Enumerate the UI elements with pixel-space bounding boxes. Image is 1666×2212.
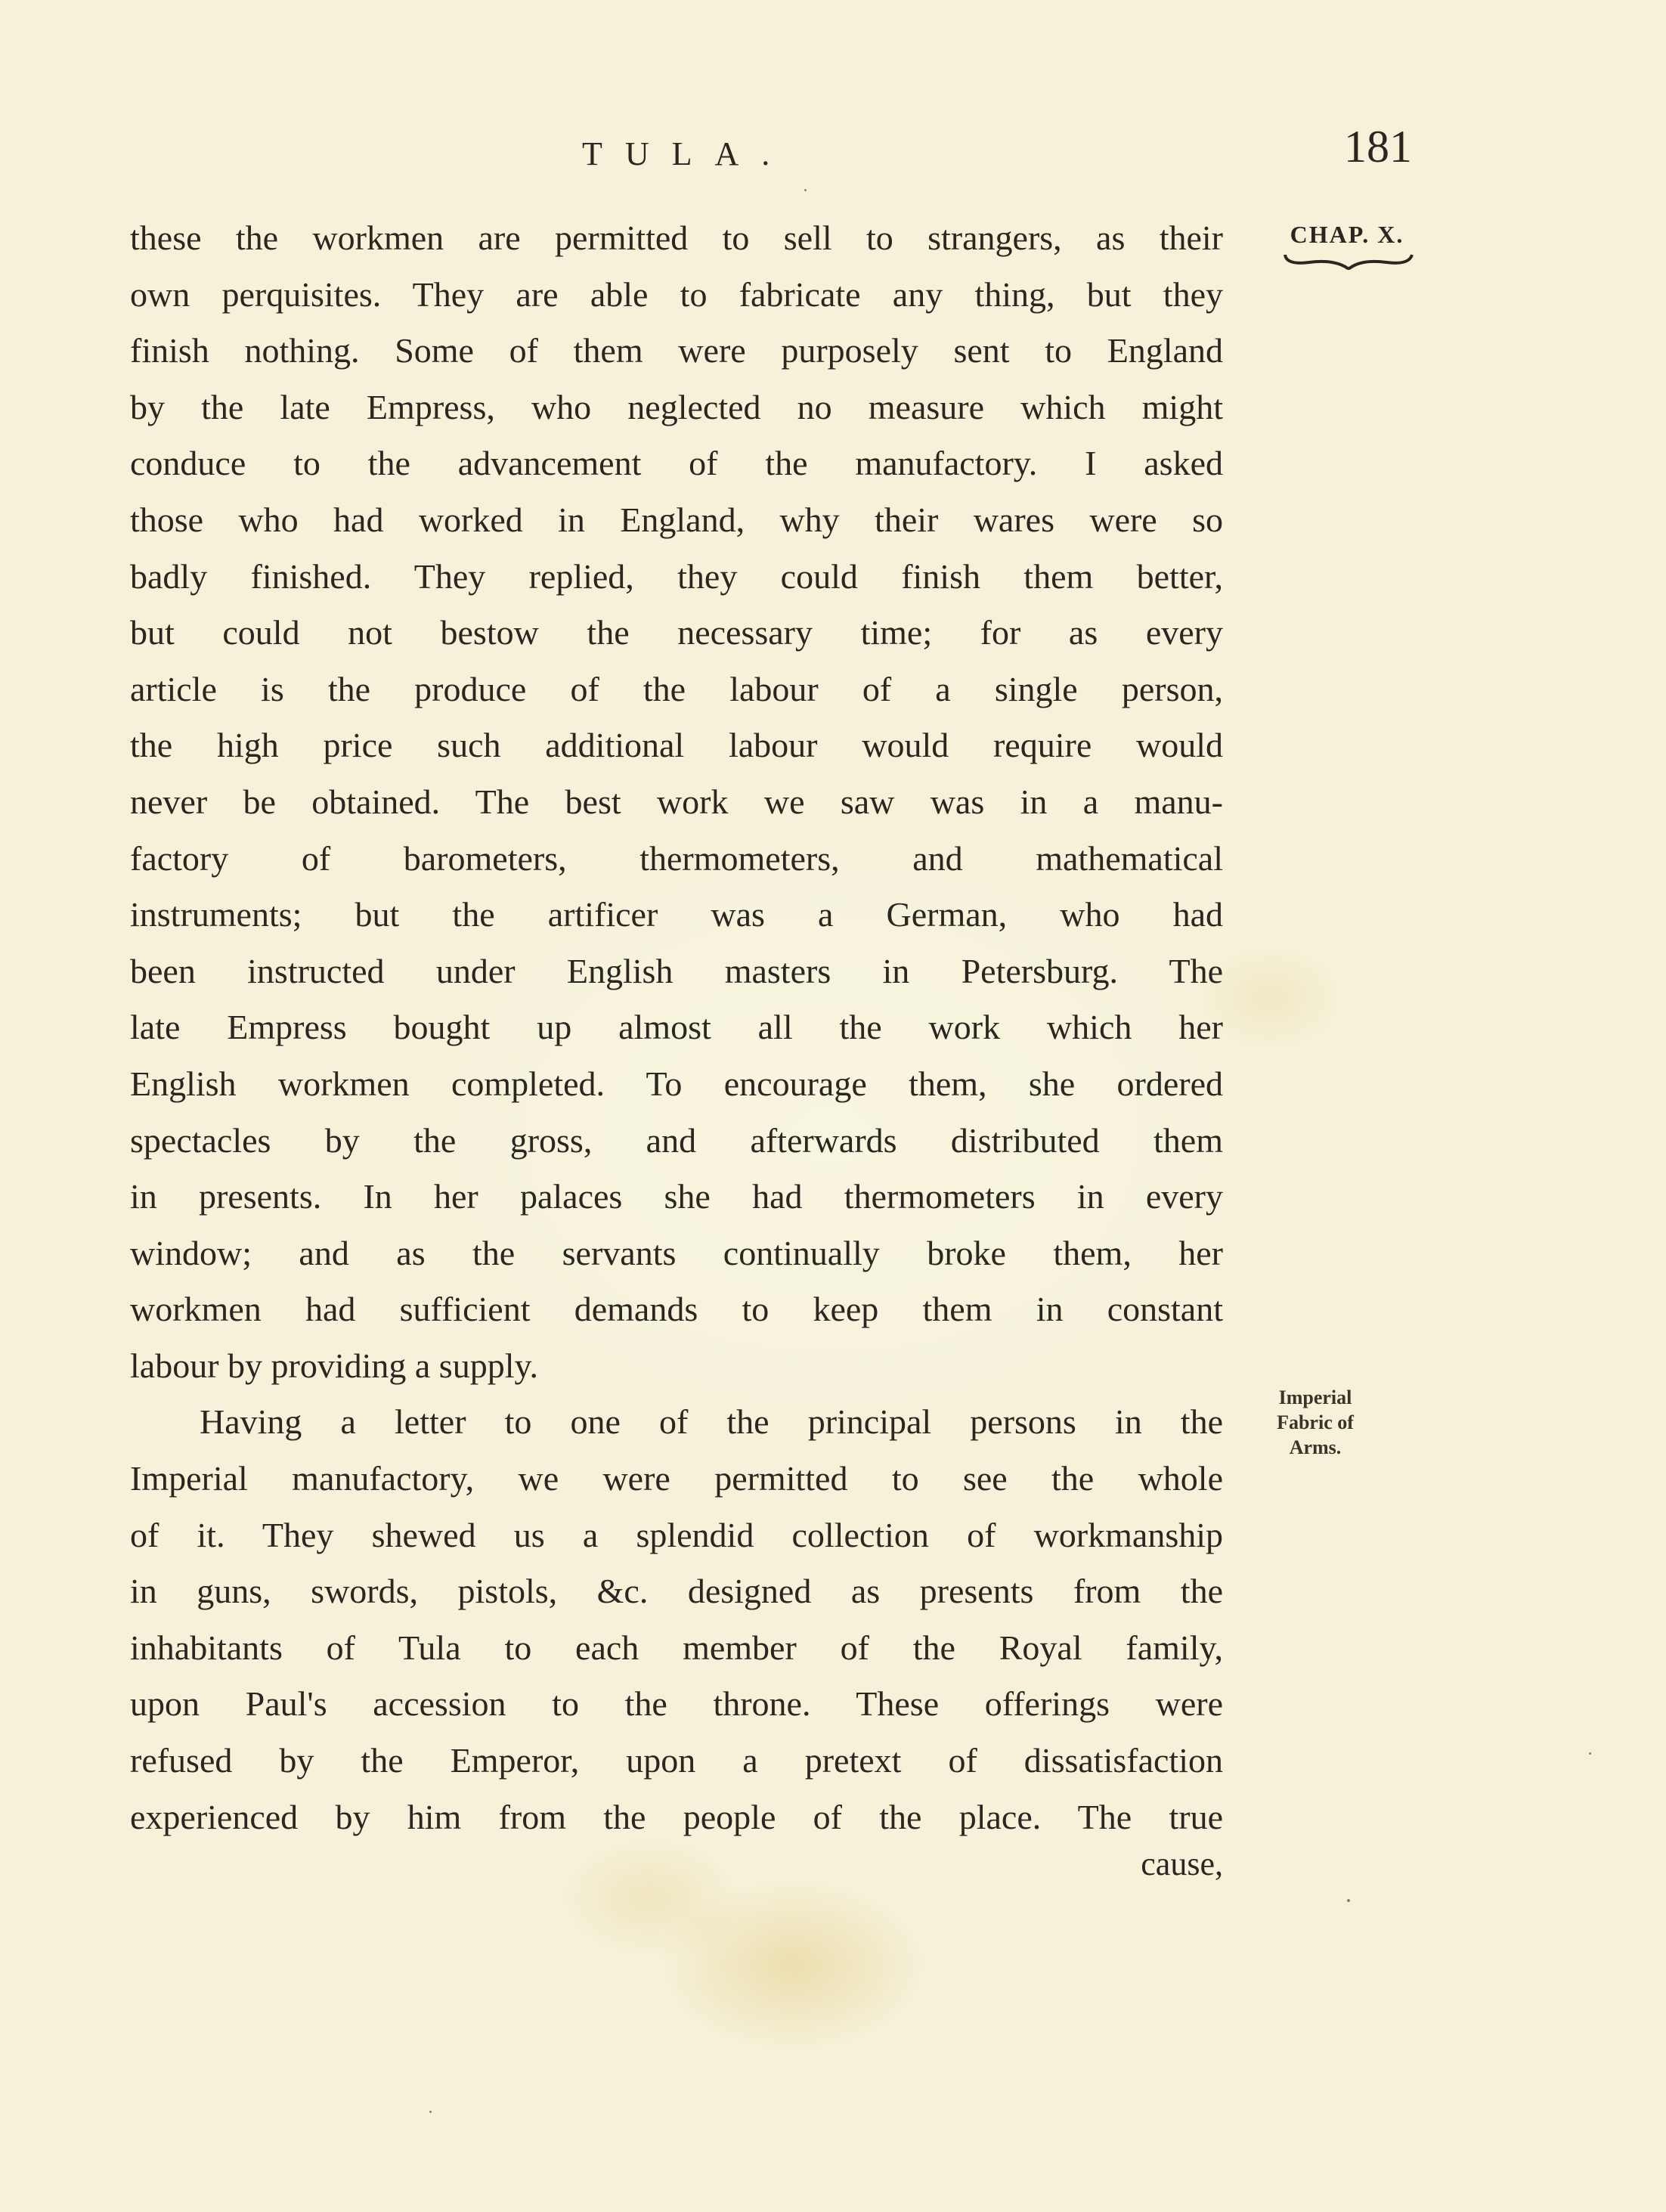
text-line: refused by the Emperor, upon a pretext of dissatisfaction [130, 1741, 1223, 1780]
chapter-marker [1279, 221, 1415, 274]
body-text [130, 210, 1223, 1845]
text-line: the high price such additional labour would require would [130, 726, 1223, 765]
text-line: of it. They shewed us a splendid collection of workmanship [130, 1515, 1223, 1554]
text-line: experienced by him from the people of the place. The true [130, 1797, 1223, 1836]
text-line: upon Paul's accession to the throne. These offerings were [130, 1684, 1223, 1724]
text-line: been instructed under English masters in Petersburg. The [130, 951, 1223, 990]
paper-speck [1589, 1752, 1591, 1755]
text-line: by the late Empress, who neglected no measure which might [130, 387, 1223, 426]
marginal-note-line: Arms. [1289, 1436, 1342, 1458]
text-line: in guns, swords, pistols, &c. designed as presents from the [130, 1572, 1223, 1611]
text-line: never be obtained. The best work we saw was in a manu- [130, 782, 1223, 821]
paper-speck [804, 189, 807, 191]
text-line: instruments; but the artificer was a German, who had [130, 895, 1223, 934]
paragraph-end-line: labour by providing a supply. [130, 1346, 539, 1385]
page-number: 181 [1344, 122, 1412, 172]
text-line: Imperial manufactory, we were permitted to see the whole [130, 1459, 1223, 1498]
paper-speck [429, 2111, 432, 2113]
text-line: finish nothing. Some of them were purposely sent to England [130, 331, 1223, 370]
text-line: badly finished. They replied, they could finish them better, [130, 556, 1223, 596]
text-line: inhabitants of Tula to each member of the Royal family, [130, 1628, 1223, 1667]
text-line: those who had worked in England, why their wares were so [130, 500, 1223, 539]
curly-brace-icon [1279, 252, 1415, 274]
catchword: cause, [1141, 1845, 1223, 1882]
paragraph-start-line: Having a letter to one of the principal persons in the [200, 1402, 1223, 1442]
chapter-label: CHAP. X. [1290, 221, 1404, 248]
text-line: these the workmen are permitted to sell to strangers, as their [130, 218, 1223, 257]
text-line: factory of barometers, thermometers, and mathematical [130, 838, 1223, 878]
running-title: TULA. [582, 135, 793, 172]
text-line: in presents. In her palaces she had thermometers in every [130, 1177, 1223, 1216]
text-line: but could not bestow the necessary time; for as every [130, 613, 1223, 652]
text-line: conduce to the advancement of the manufactory. I asked [130, 444, 1223, 483]
marginal-note-line: Imperial [1278, 1386, 1352, 1408]
text-line: workmen had sufficient demands to keep them in constant [130, 1290, 1223, 1329]
text-line: own perquisites. They are able to fabricate any thing, but they [130, 274, 1223, 314]
text-line: late Empress bought up almost all the work which her [130, 1008, 1223, 1047]
marginal-note [1255, 1385, 1376, 1460]
text-line: article is the produce of the labour of a single person, [130, 669, 1223, 708]
text-line: window; and as the servants continually broke them, her [130, 1233, 1223, 1272]
text-line: English workmen completed. To encourage them, she ordered [130, 1064, 1223, 1103]
paper-speck [1347, 1899, 1350, 1902]
text-line: spectacles by the gross, and afterwards distributed them [130, 1120, 1223, 1160]
marginal-note-line: Fabric of [1277, 1411, 1354, 1433]
